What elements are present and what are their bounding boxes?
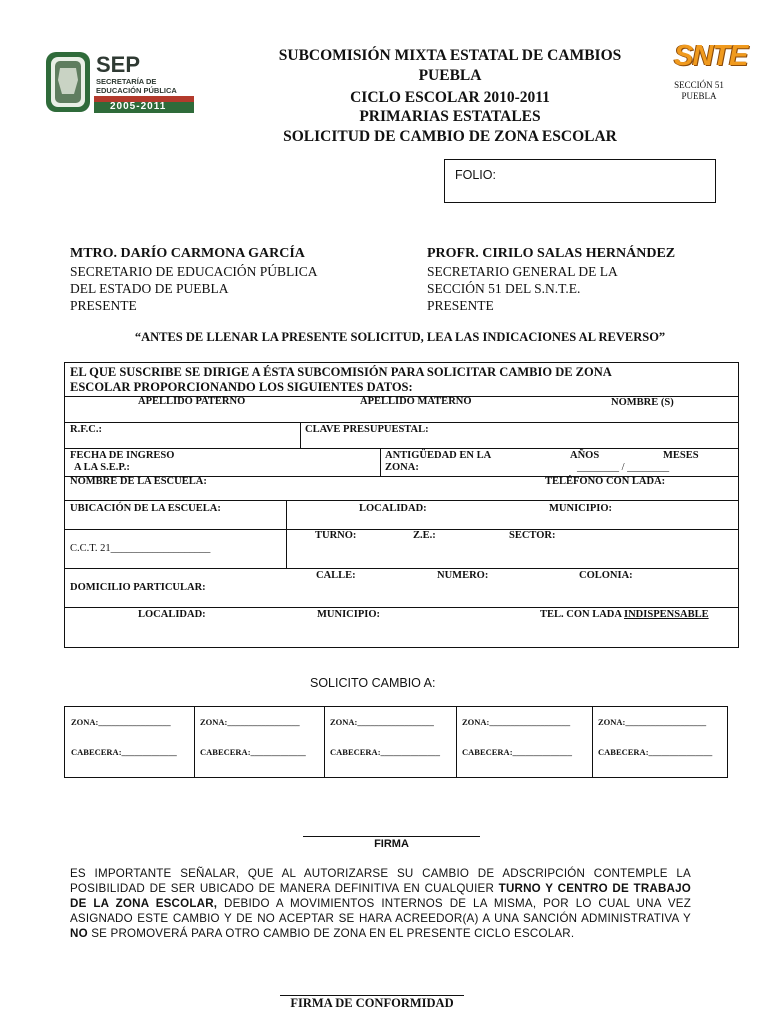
warning-bold-1: TURNO Y CENTRO DE TRABAJO DE LA ZONA ESCOLAR, — [70, 882, 691, 910]
sep-logo — [44, 50, 198, 116]
header-line-5: SOLICITUD DE CAMBIO DE ZONA ESCOLAR — [283, 128, 617, 145]
nombre-escuela-label: NOMBRE DE LA ESCUELA: — [70, 476, 207, 487]
colonia-label: COLONIA: — [579, 570, 633, 581]
header-line-1: SUBCOMISIÓN MIXTA ESTATAL DE CAMBIOS — [278, 47, 622, 64]
zona-cell-1[interactable]: ZONA:_________________ — [71, 717, 171, 727]
clave-presupuestal-label: CLAVE PRESUPUESTAL: — [305, 424, 429, 435]
apellido-paterno-label: APELLIDO PATERNO — [138, 396, 246, 407]
sep-line1: SECRETARÍA DE — [96, 77, 157, 86]
cabecera-cell-2[interactable]: CABECERA:_____________ — [200, 747, 306, 757]
addressee-right-line3: PRESENTE — [427, 298, 494, 313]
domicilio-particular-label: DOMICILIO PARTICULAR: — [70, 582, 206, 593]
calle-label: CALLE: — [316, 570, 356, 581]
zona-cell-3[interactable]: ZONA:__________________ — [330, 717, 434, 727]
turno-label: TURNO: — [315, 530, 357, 541]
applicant-form — [64, 362, 739, 648]
indispensable-text: INDISPENSABLE — [624, 609, 709, 620]
fecha-ingreso-label-2: A LA S.E.P.: — [74, 462, 130, 473]
sector-label: SECTOR: — [509, 530, 556, 541]
warning-text-3: SE PROMOVERÁ PARA OTRO CAMBIO DE ZONA EN EL PRESENTE CICLO ESCOLAR. — [87, 927, 575, 940]
header-line-3: CICLO ESCOLAR 2010-2011 — [350, 89, 550, 106]
ze-label: Z.E.: — [413, 530, 436, 541]
addressee-left-line2: DEL ESTADO DE PUEBLA — [70, 281, 229, 296]
municipio-label: MUNICIPIO: — [549, 503, 612, 514]
anios-label: AÑOS — [570, 450, 600, 461]
snte-state: PUEBLA — [681, 91, 717, 101]
folio-box[interactable] — [444, 159, 716, 203]
warning-bold-2: NO — [70, 927, 88, 940]
cabecera-cell-1[interactable]: CABECERA:_____________ — [71, 747, 177, 757]
header-line-2: PUEBLA — [418, 67, 482, 84]
addressee-left-line1: SECRETARIO DE EDUCACIÓN PÚBLICA — [70, 264, 318, 279]
zona-cell-4[interactable]: ZONA:___________________ — [462, 717, 571, 727]
fecha-ingreso-label: FECHA DE INGRESO — [70, 450, 175, 461]
nombre-label: NOMBRE (S) — [611, 397, 674, 408]
localidad-domicilio-label: LOCALIDAD: — [138, 609, 206, 620]
numero-label: NUMERO: — [437, 570, 489, 581]
firma-label: FIRMA — [374, 838, 409, 850]
cabecera-cell-5[interactable]: CABECERA:_______________ — [598, 747, 713, 757]
warning-text-1: ES IMPORTANTE SEÑALAR, QUE AL AUTORIZARSE SU CAMBIO DE ADSCRIPCIÓN CONTEMPLE LA POSIBILIDAD DE SER UBICADO DE MANERA DEFINITIVA EN CUALQUIER — [70, 867, 691, 895]
firma-conformidad-label: FIRMA DE CONFORMIDAD — [290, 996, 454, 1010]
sep-years: 2005-2011 — [110, 101, 167, 112]
tel-lada-text: TEL. CON LADA — [540, 609, 622, 620]
telefono-lada-label: TELÉFONO CON LADA: — [545, 476, 666, 487]
sep-abbr: SEP — [96, 52, 141, 77]
antiguedad-label: ANTIGÜEDAD EN LA — [385, 450, 492, 461]
form-intro-line2: ESCOLAR PROPORCIONANDO LOS SIGUIENTES DATOS: — [70, 380, 413, 394]
zona-request-table — [64, 706, 728, 778]
firma-line[interactable] — [303, 836, 480, 837]
meses-label: MESES — [663, 450, 699, 461]
snte-logo — [668, 38, 758, 108]
cabecera-cell-3[interactable]: CABECERA:______________ — [330, 747, 441, 757]
sep-line2: EDUCACIÓN PÚBLICA — [96, 86, 177, 95]
addressee-left-name: MTRO. DARÍO CARMONA GARCÍA — [70, 246, 305, 261]
cabecera-cell-4[interactable]: CABECERA:______________ — [462, 747, 573, 757]
cct-label[interactable]: C.C.T. 21___________________ — [70, 543, 211, 554]
rfc-label: R.F.C.: — [70, 424, 102, 435]
snte-seccion: SECCIÓN 51 — [674, 80, 724, 90]
zona-cell-5[interactable]: ZONA:___________________ — [598, 717, 707, 727]
tel-lada-label — [540, 609, 709, 620]
warning-paragraph — [70, 866, 691, 941]
addressee-right-name: PROFR. CIRILO SALAS HERNÁNDEZ — [427, 246, 676, 261]
solicito-cambio-title: SOLICITO CAMBIO A: — [310, 676, 436, 690]
localidad-label: LOCALIDAD: — [359, 503, 427, 514]
antiguedad-label-2: ZONA: — [385, 462, 419, 473]
apellido-materno-label: APELLIDO MATERNO — [360, 396, 472, 407]
addressee-right-line2: SECCIÓN 51 DEL S.N.T.E. — [427, 281, 581, 296]
ubicacion-escuela-label: UBICACIÓN DE LA ESCUELA: — [70, 503, 221, 514]
zona-cell-2[interactable]: ZONA:_________________ — [200, 717, 300, 727]
header-line-4: PRIMARIAS ESTATALES — [359, 108, 541, 125]
form-intro-line1: EL QUE SUSCRIBE SE DIRIGE A ÉSTA SUBCOMISIÓN PARA SOLICITAR CAMBIO DE ZONA — [70, 365, 612, 379]
addressee-left-line3: PRESENTE — [70, 298, 137, 313]
folio-label: FOLIO: — [455, 168, 496, 182]
warning-text-2: DEBIDO A MOVIMIENTOS INTERNOS DE LA MISMA, POR LO CUAL UNA VEZ ASIGNADO ESTE CAMBIO Y DE NO ACEPTAR SE HARA ACREEDOR(A) A UNA SANCIÓN ADMINISTRATIVA Y — [70, 897, 691, 925]
municipio-domicilio-label: MUNICIPIO: — [317, 609, 380, 620]
addressee-right-line1: SECRETARIO GENERAL DE LA — [427, 264, 618, 279]
snte-word: SNTE — [674, 40, 748, 72]
reverse-notice: “ANTES DE LLENAR LA PRESENTE SOLICITUD, LEA LAS INDICACIONES AL REVERSO” — [134, 330, 666, 344]
anios-meses-blank[interactable]: ________ / ________ — [577, 462, 670, 473]
